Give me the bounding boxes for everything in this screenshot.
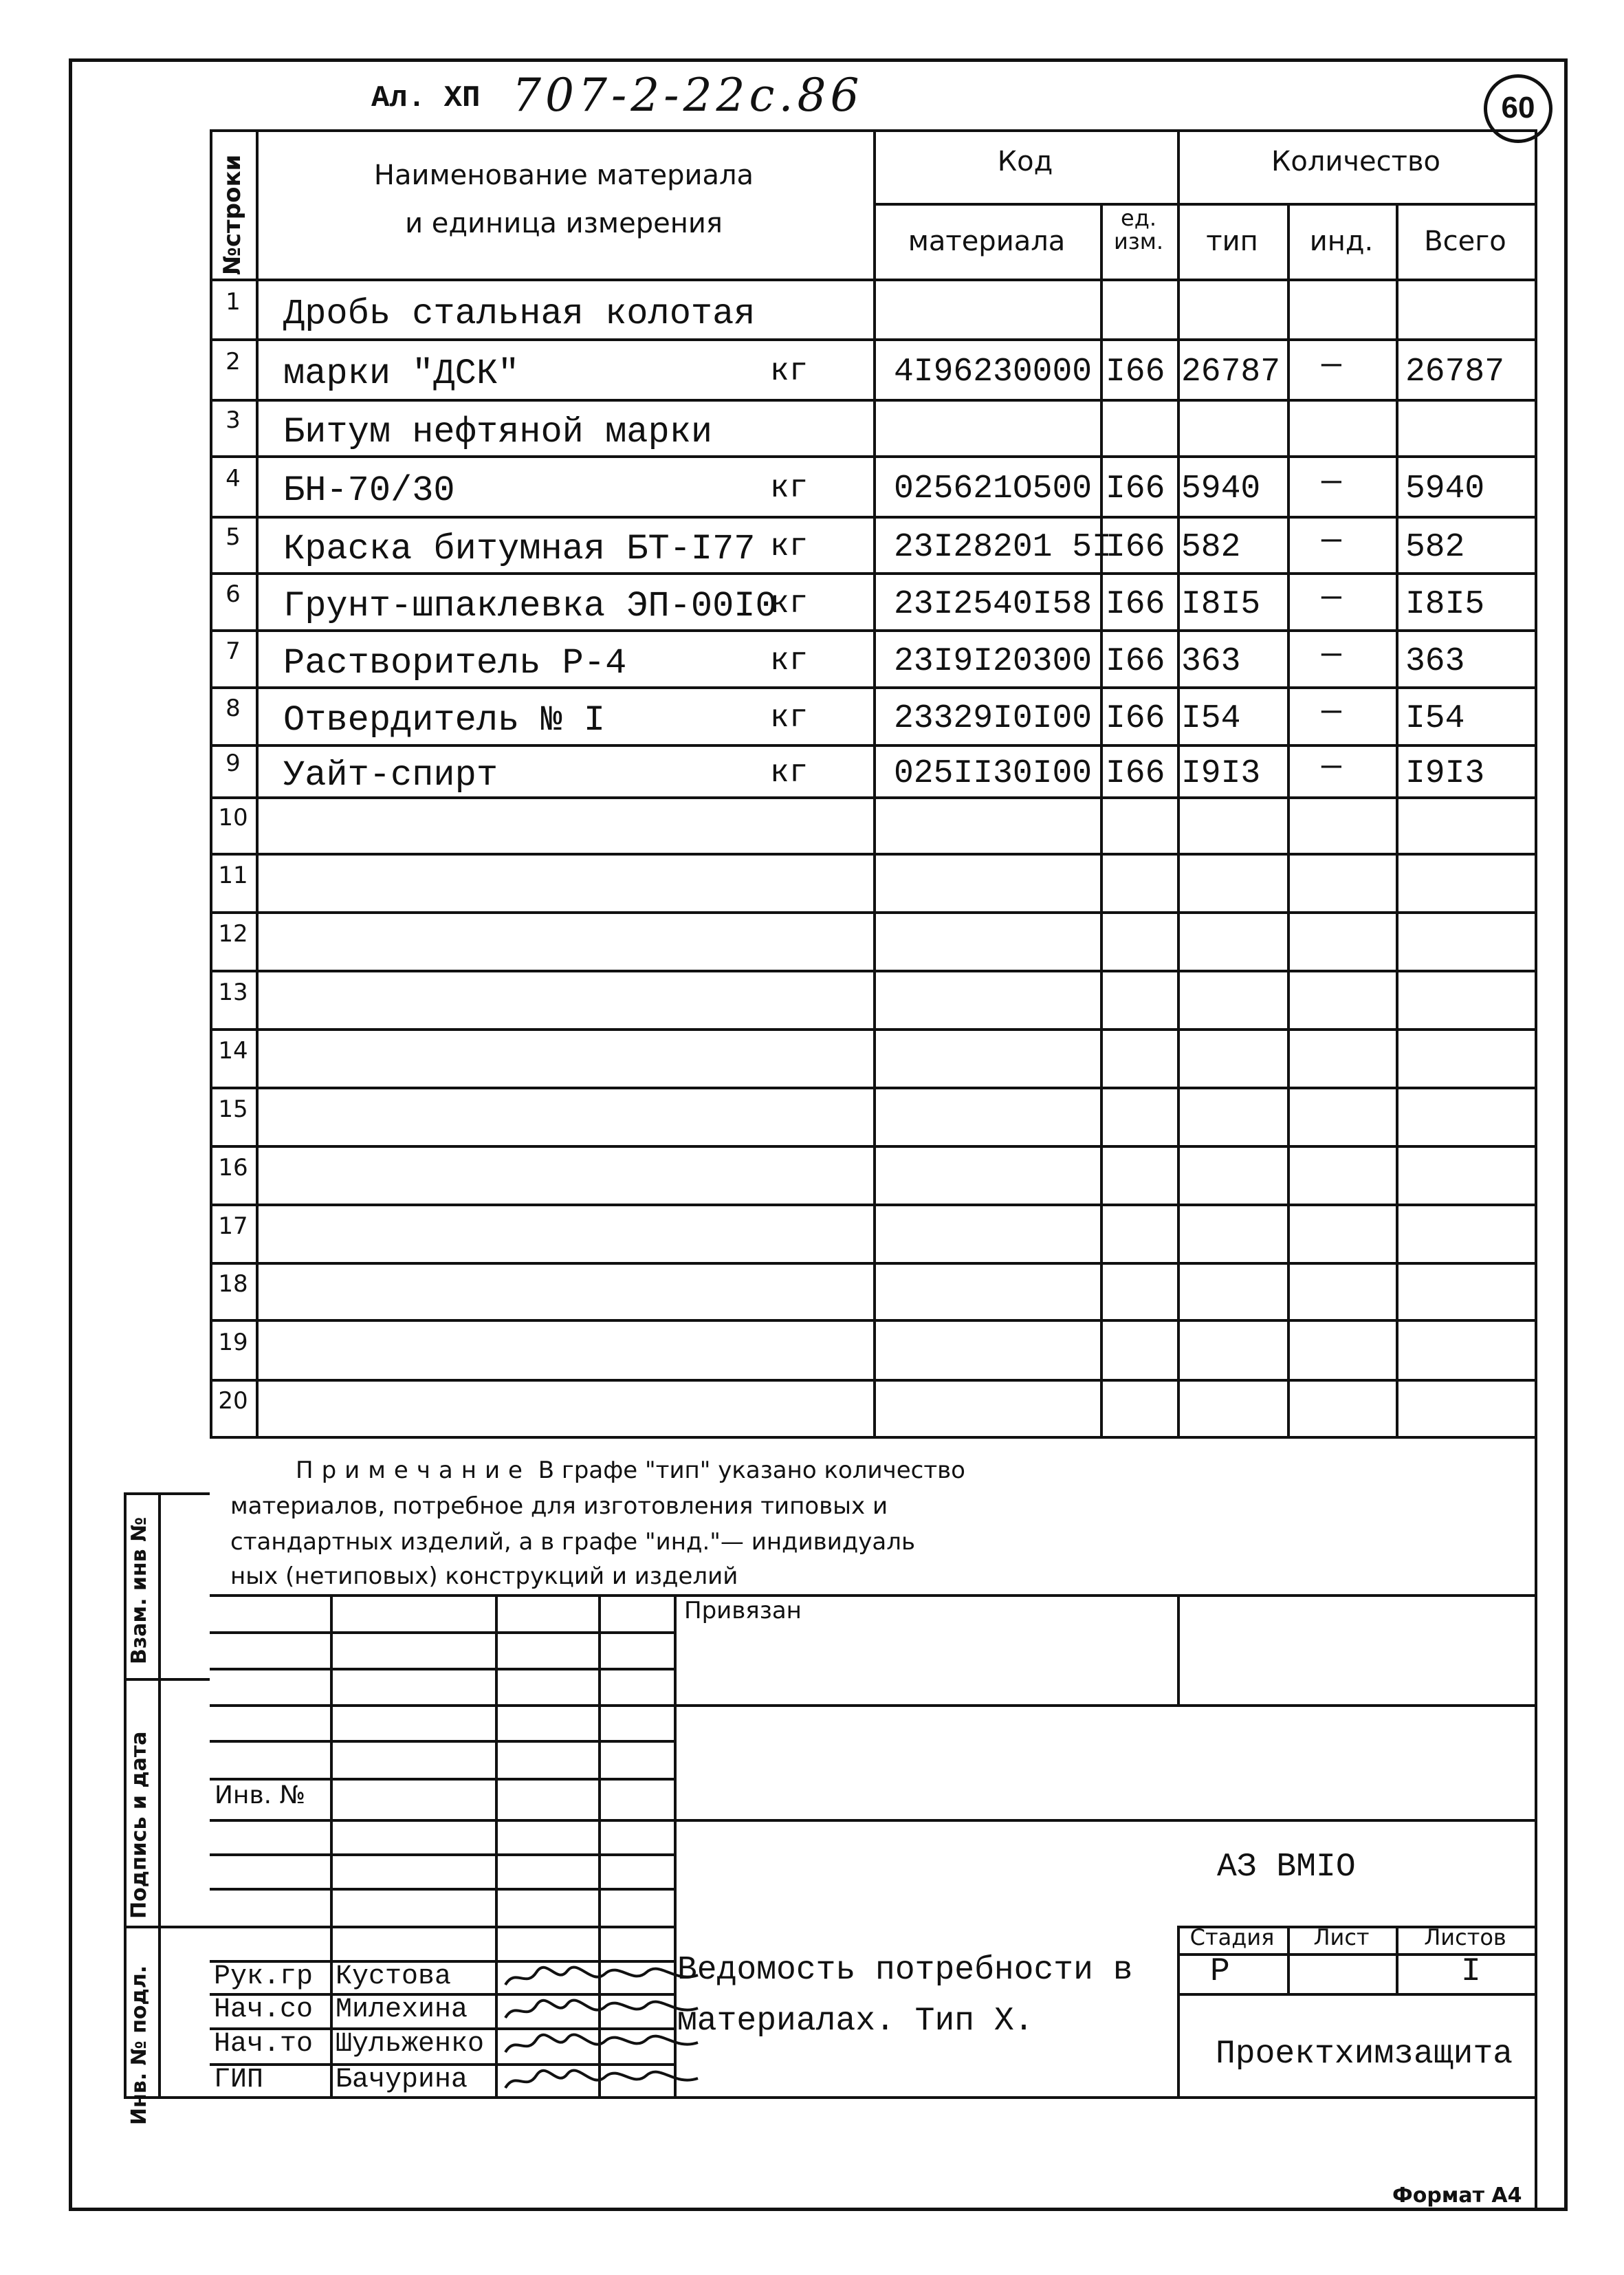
row-line xyxy=(210,1436,1535,1439)
unit-code-header-line2: изм. xyxy=(1113,228,1164,254)
quantity-header: Количество xyxy=(1271,146,1440,177)
material-name: Грунт-шпаклевка ЭП-00I0 xyxy=(283,586,777,627)
name-header-line1: Наименование материала xyxy=(373,160,754,191)
tb-row-line xyxy=(210,1778,674,1781)
tb-row-line xyxy=(210,1631,674,1634)
material-name: Краска битумная БТ-I77 xyxy=(283,529,756,569)
tb-row-line xyxy=(210,1668,674,1670)
tb-col-line xyxy=(1177,1594,1180,1704)
role-label: ГИП xyxy=(214,2065,264,2096)
ind-quantity: — xyxy=(1321,347,1341,384)
tb-row-line xyxy=(210,1853,674,1856)
name-header-line2: и единица измерения xyxy=(405,208,723,239)
handwritten-signature xyxy=(502,1997,708,2025)
table-row xyxy=(210,1145,1535,1204)
table-row xyxy=(210,399,1535,455)
table-top-line xyxy=(210,129,1535,132)
type-quantity: 363 xyxy=(1181,643,1241,680)
note-line1-text: В графе "тип" указано количество xyxy=(538,1457,965,1484)
unit-code: I66 xyxy=(1106,700,1165,737)
material-name: Дробь стальная колотая xyxy=(283,294,756,334)
ind-quantity: — xyxy=(1321,693,1341,730)
row-number: 8 xyxy=(226,695,241,722)
row-number: 2 xyxy=(226,348,241,375)
tb-row-line xyxy=(210,1594,674,1597)
table-row xyxy=(210,279,1535,338)
header-split-line xyxy=(873,203,1535,206)
row-number: 11 xyxy=(218,862,248,889)
material-code: 23I2540I58 xyxy=(894,586,1093,623)
unit: кг xyxy=(770,529,809,565)
tb-row-line xyxy=(210,1819,674,1822)
row-number: 4 xyxy=(226,465,241,492)
table-row xyxy=(210,455,1535,516)
signature-date-label: Подпись и дата xyxy=(127,1731,151,1919)
signature-row xyxy=(210,1960,674,1994)
side-strip-line xyxy=(124,1678,210,1681)
sheets-value: I xyxy=(1461,1953,1481,1990)
role-label: Рук.гр xyxy=(214,1961,314,1992)
total-quantity: I54 xyxy=(1405,700,1465,737)
tb-row-line xyxy=(210,1926,674,1928)
material-name: марки "ДСК" xyxy=(283,353,520,394)
handwritten-signature xyxy=(502,1964,708,1992)
tb-col-line xyxy=(1177,1926,1180,2096)
tb-line xyxy=(674,1704,1535,1707)
row-number: 14 xyxy=(218,1037,248,1065)
sheet-label: Лист xyxy=(1313,1924,1370,1950)
ind-quantity: — xyxy=(1321,464,1341,501)
row-number: 18 xyxy=(218,1270,248,1298)
side-strip-line xyxy=(158,1492,161,2096)
material-code: 23I28201 5I xyxy=(894,529,1112,566)
unit: кг xyxy=(770,755,809,791)
person-name: Бачурина xyxy=(336,2065,468,2096)
ind-quantity: — xyxy=(1321,636,1341,673)
tb-row-line xyxy=(210,1704,674,1707)
unit-code: I66 xyxy=(1106,755,1165,792)
bound-label: Привязан xyxy=(684,1597,802,1624)
total-quantity: 5940 xyxy=(1405,470,1485,508)
type-quantity: I54 xyxy=(1181,700,1241,737)
doc-title-line2: материалах. Тип Х. xyxy=(677,2003,1034,2040)
type-quantity: I9I3 xyxy=(1181,755,1261,792)
sheet-number: 60 xyxy=(1501,91,1535,124)
row-number: 13 xyxy=(218,979,248,1006)
person-name: Шульженко xyxy=(336,2029,485,2060)
signature-row xyxy=(210,1993,674,2027)
type-quantity: 5940 xyxy=(1181,470,1261,508)
row-number: 3 xyxy=(226,406,241,434)
handwritten-signature xyxy=(502,2032,708,2059)
doc-title-line1: Ведомость потребности в xyxy=(677,1952,1133,1989)
table-row xyxy=(210,744,1535,796)
ind-quantity: — xyxy=(1321,748,1341,785)
material-name: БН-70/30 xyxy=(283,470,455,511)
material-name: Уайт-спирт xyxy=(283,755,498,796)
unit: кг xyxy=(770,643,809,679)
unit: кг xyxy=(770,700,809,736)
role-label: Нач.то xyxy=(214,2029,314,2060)
tb-row-line xyxy=(210,1740,674,1743)
material-name: Отвердитель № I xyxy=(283,700,606,741)
row-number: 12 xyxy=(218,920,248,948)
type-quantity: 26787 xyxy=(1181,353,1281,391)
ind-header: инд. xyxy=(1309,226,1374,257)
side-strip-line xyxy=(124,1926,210,1928)
total-quantity: 363 xyxy=(1405,643,1465,680)
material-code: 23329I0I00 xyxy=(894,700,1093,737)
handwritten-signature xyxy=(502,2067,708,2095)
total-quantity: I8I5 xyxy=(1405,586,1485,623)
unit: кг xyxy=(770,586,809,622)
unit-code: I66 xyxy=(1106,586,1165,623)
total-header: Всего xyxy=(1424,226,1506,257)
table-row xyxy=(210,629,1535,686)
role-label: Нач.со xyxy=(214,1994,314,2025)
row-number-header: №строки xyxy=(219,154,246,275)
unit-code: I66 xyxy=(1106,470,1165,508)
tb-line xyxy=(1177,1993,1535,1996)
album-code: 707-2-22с.86 xyxy=(512,69,864,122)
row-number: 9 xyxy=(226,750,241,777)
material-name: Растворитель Р-4 xyxy=(283,643,627,684)
row-number: 6 xyxy=(226,580,241,608)
type-header: тип xyxy=(1206,226,1258,257)
table-row xyxy=(210,1379,1535,1436)
table-row xyxy=(210,1204,1535,1262)
unit: кг xyxy=(770,353,809,389)
tb-row-line xyxy=(210,1888,674,1891)
row-number: 17 xyxy=(218,1212,248,1240)
tb-line xyxy=(1177,1953,1535,1956)
table-row xyxy=(210,911,1535,970)
ind-quantity: — xyxy=(1321,579,1341,616)
table-row xyxy=(210,1028,1535,1087)
row-number: 20 xyxy=(218,1387,248,1415)
sheet-number-circle xyxy=(1484,74,1552,143)
total-quantity: 26787 xyxy=(1405,353,1505,391)
table-row xyxy=(210,686,1535,744)
person-name: Кустова xyxy=(336,1961,452,1992)
replace-inv-label: Взам. инв № xyxy=(127,1516,151,1664)
unit-code: I66 xyxy=(1106,353,1165,391)
signature-row xyxy=(210,2063,674,2098)
table-row xyxy=(210,970,1535,1028)
person-name: Милехина xyxy=(336,1994,468,2025)
row-number: 7 xyxy=(226,638,241,665)
table-row xyxy=(210,338,1535,399)
total-quantity: I9I3 xyxy=(1405,755,1485,792)
row-number: 10 xyxy=(218,804,248,831)
table-row xyxy=(210,516,1535,572)
unit-code: I66 xyxy=(1106,529,1165,566)
row-number: 5 xyxy=(226,523,241,551)
row-number: 16 xyxy=(218,1154,248,1182)
table-right-line xyxy=(1535,129,1537,2211)
note-line3: стандартных изделий, а в графе "инд."— индивидуаль xyxy=(230,1528,916,1556)
side-strip-line xyxy=(124,1492,210,1495)
stage-label: Стадия xyxy=(1189,1924,1275,1950)
inv-orig-label: Инв. № подл. xyxy=(127,1965,151,2125)
side-strip-line xyxy=(124,1492,127,2096)
material-code: 025II30I00 xyxy=(894,755,1093,792)
unit-code-header-line1: ед. xyxy=(1121,205,1156,231)
table-row xyxy=(210,572,1535,629)
doc-code: АЗ ВМIO xyxy=(1217,1849,1356,1886)
table-row xyxy=(210,1319,1535,1379)
table-row xyxy=(210,796,1535,853)
note-title: Примечание xyxy=(296,1457,531,1484)
table-row xyxy=(210,1087,1535,1145)
unit-code-header xyxy=(1100,206,1177,253)
signature-row xyxy=(210,2027,674,2062)
material-name: Битум нефтяной марки xyxy=(283,412,713,453)
note-line4: ных (нетиповых) конструкций и изделий xyxy=(230,1563,738,1590)
type-quantity: I8I5 xyxy=(1181,586,1261,623)
tb-line xyxy=(674,1819,1535,1822)
material-code: 4I96230000 xyxy=(894,353,1093,391)
note-line2: материалов, потребное для изготовления типовых и xyxy=(230,1492,888,1520)
row-number: 15 xyxy=(218,1096,248,1123)
table-row xyxy=(210,1262,1535,1319)
organization: Проектхимзащита xyxy=(1216,2036,1513,2073)
format-label: Формат А4 xyxy=(1392,2184,1522,2208)
ind-quantity: — xyxy=(1321,522,1341,559)
row-number: 1 xyxy=(226,288,241,316)
sheets-label: Листов xyxy=(1424,1924,1506,1950)
table-row xyxy=(210,853,1535,911)
album-label: Ал. ХП xyxy=(371,81,481,116)
unit-code: I66 xyxy=(1106,643,1165,680)
inv-no-label: Инв. № xyxy=(215,1781,306,1809)
type-quantity: 582 xyxy=(1181,529,1241,566)
unit: кг xyxy=(770,470,809,506)
total-quantity: 582 xyxy=(1405,529,1465,566)
material-code: 23I9I20300 xyxy=(894,643,1093,680)
stage-value: Р xyxy=(1210,1953,1230,1990)
material-code: 025621O500 xyxy=(894,470,1093,508)
note-line1 xyxy=(296,1457,965,1484)
code-header: Код xyxy=(997,146,1053,177)
material-code-header: материала xyxy=(908,226,1066,257)
row-number: 19 xyxy=(218,1329,248,1356)
